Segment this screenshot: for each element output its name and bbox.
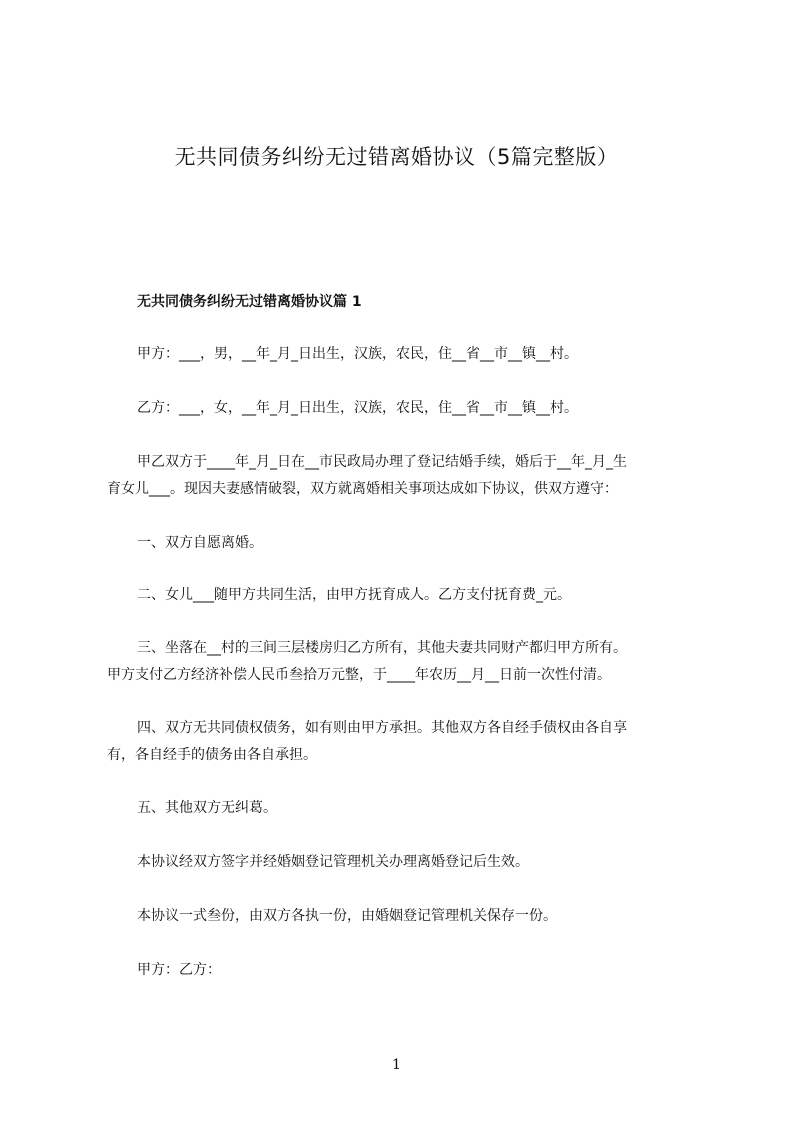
intro-paragraph-line-2: 育女儿___。现因夫妻感情破裂，双方就离婚相关事项达成如下协议，供双方遵守： [107,481,618,497]
clause-4-line-1: 四、双方无共同债权债务，如有则由甲方承担。其他双方各自经手债权由各自享 [137,720,627,736]
clause-1: 一、双方自愿离婚。 [137,535,263,551]
party-a-paragraph: 甲方：___，男，__年_月_日出生，汉族，农民，住__省__市__镇__村。 [137,346,578,362]
effect-paragraph: 本协议经双方签字并经婚姻登记管理机关办理离婚登记后生效。 [137,854,529,870]
signature-line: 甲方：乙方： [137,962,221,978]
party-b-paragraph: 乙方：___，女，__年_月_日出生，汉族，农民，住__省__市__镇__村。 [137,400,578,416]
intro-paragraph-line-1: 甲乙双方于____年_月_日在__市民政局办理了登记结婚手续，婚后于__年_月_生 [137,454,627,470]
clause-5: 五、其他双方无纠葛。 [137,800,277,816]
clause-4-line-2: 有，各自经手的债务由各自承担。 [107,747,317,763]
copies-paragraph: 本协议一式叁份，由双方各执一份，由婚姻登记管理机关保存一份。 [137,908,557,924]
clause-2: 二、女儿___随甲方共同生活，由甲方抚育成人。乙方支付抚育费_元。 [137,587,571,603]
page-title: 无共同债务纠纷无过错离婚协议（5篇完整版） [174,145,619,169]
page-number: 1 [392,1057,401,1073]
clause-3-line-1: 三、坐落在__村的三间三层楼房归乙方所有，其他夫妻共同财产都归甲方所有。 [137,640,627,656]
clause-3-line-2: 甲方支付乙方经济补偿人民币叁拾万元整，于____年农历__月__日前一次性付清。 [107,667,611,683]
section-heading: 无共同债务纠纷无过错离婚协议篇 1 [137,294,362,310]
